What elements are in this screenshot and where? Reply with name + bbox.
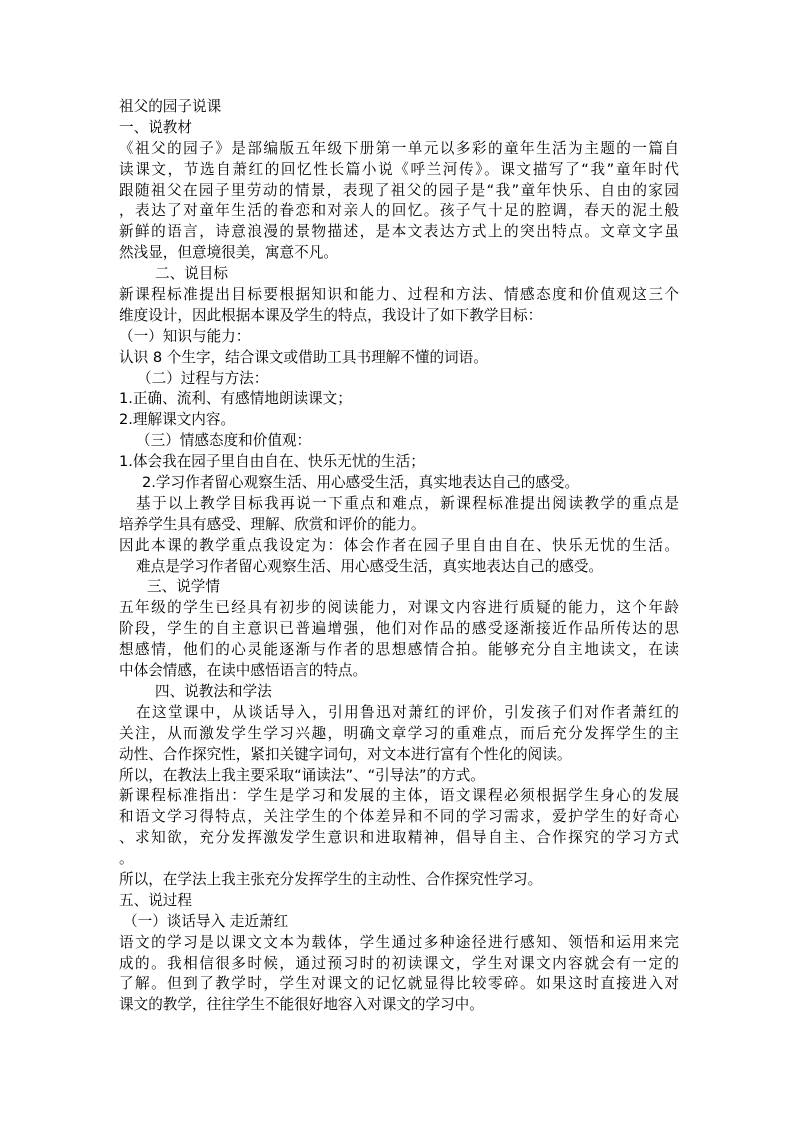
subheading-emotion: （三）情感态度和价值观： [136, 432, 312, 450]
text-line: 成的。我相信很多时候，通过预习时的初读课文，学生对课文内容就会有一定的 [119, 954, 679, 972]
section-heading-goals: 二、说目标 [155, 265, 228, 283]
text-line: 跟随祖父在园子里劳动的情景，表现了祖父的园子是“我”童年快乐、自由的家园 [119, 181, 679, 199]
text-line: 培养学生具有感受、理解、欣赏和评价的能力。 [119, 515, 426, 533]
text-line: 想感情，他们的心灵能逐渐与作者的思想感情合拍。能够充分自主地读文，在读 [119, 641, 679, 659]
text-line: 阶段，学生的自主意识已普遍增强，他们对作品的感受逐渐接近作品所传达的思 [119, 620, 679, 638]
section-heading-process: 五、说过程 [119, 891, 192, 909]
subheading-knowledge: （一）知识与能力： [119, 327, 251, 345]
text-line: 因此本课的教学重点我设定为：体会作者在园子里自由自在、快乐无忧的生活。 [119, 536, 679, 554]
text-line: 新课程标准提出目标要根据知识和能力、过程和方法、情感态度和价值观这三个 [119, 286, 679, 304]
text-line: 2.理解课文内容。 [119, 411, 236, 429]
text-line: 和语文学习得特点，关注学生的个体差异和不同的学习需求，爱护学生的好奇心 [119, 808, 679, 826]
text-line: 1.体会我在园子里自由自在、快乐无忧的生活； [119, 453, 425, 471]
text-line: 课文的教学，往往学生不能很好地容入对课文的学习中。 [119, 996, 484, 1014]
text-line: 2.学习作者留心观察生活、用心感受生活，真实地表达自己的感受。 [142, 474, 580, 492]
text-line: 了解。但到了教学时，学生对课文的记忆就显得比较零碎。如果这时直接进入对 [119, 975, 679, 993]
section-heading-textbook: 一、说教材 [119, 118, 192, 136]
section-heading-methods: 四、说教法和学法 [155, 682, 272, 700]
text-line: 、求知欲，充分发挥激发学生意识和进取精神，倡导自主、合作探究的学习方式 [119, 829, 679, 847]
text-line: 《祖父的园子》是部编版五年级下册第一单元以多彩的童年生活为主题的一篇自 [119, 139, 679, 157]
section-heading-students: 三、说学情 [147, 578, 220, 596]
text-line: 动性、合作探究性，紧扣关键字词句，对文本进行富有个性化的阅读。 [119, 745, 572, 763]
text-line: 然浅显，但意境很美，寓意不凡。 [119, 244, 338, 262]
subheading-process: （二）过程与方法： [137, 369, 269, 387]
text-line: 新鲜的语言，诗意浪漫的景物描述，是本文表达方式上的突出特点。文章文字虽 [119, 223, 679, 241]
text-line: 在这堂课中，从谈话导入，引用鲁迅对萧红的评价，引发孩子们对作者萧红的 [136, 703, 679, 721]
document-title: 祖父的园子说课 [119, 98, 222, 115]
text-line: 难点是学习作者留心观察生活、用心感受生活，真实地表达自己的感受。 [136, 557, 604, 575]
text-line: 中体会情感，在读中感悟语言的特点。 [119, 662, 368, 680]
text-line: 基于以上教学目标我再说一下重点和难点，新课程标准提出阅读教学的重点是 [136, 494, 679, 512]
text-line: 读课文，节选自萧红的回忆性长篇小说《呼兰河传》。课文描写了“我”童年时代 [119, 160, 679, 178]
text-line: ，表达了对童年生活的眷恋和对亲人的回忆。孩子气十足的腔调，春天的泥土般 [119, 202, 679, 220]
text-line: 认识 8 个生字，结合课文或借助工具书理解不懂的词语。 [119, 348, 488, 366]
text-line: 。 [119, 850, 134, 868]
subheading-intro: （一）谈话导入 走近萧红 [123, 912, 289, 930]
text-line: 所以，在教法上我主要采取“诵读法”、“引导法”的方式。 [119, 766, 485, 784]
text-line: 五年级的学生已经具有初步的阅读能力，对课文内容进行质疑的能力，这个年龄 [119, 599, 679, 617]
text-line: 所以，在学法上我主张充分发挥学生的主动性、合作探究性学习。 [119, 870, 543, 888]
text-line: 维度设计，因此根据本课及学生的特点，我设计了如下教学目标： [119, 306, 543, 324]
text-line: 新课程标准指出：学生是学习和发展的主体，语文课程必须根据学生身心的发展 [119, 787, 679, 805]
document-body [119, 97, 679, 1016]
text-line: 语文的学习是以课文文本为载体，学生通过多种途径进行感知、领悟和运用来完 [119, 933, 679, 951]
text-line: 关注，从而激发学生学习兴趣，明确文章学习的重难点，而后充分发挥学生的主 [119, 724, 679, 742]
text-line: 1.正确、流利、有感情地朗读课文； [119, 390, 352, 408]
